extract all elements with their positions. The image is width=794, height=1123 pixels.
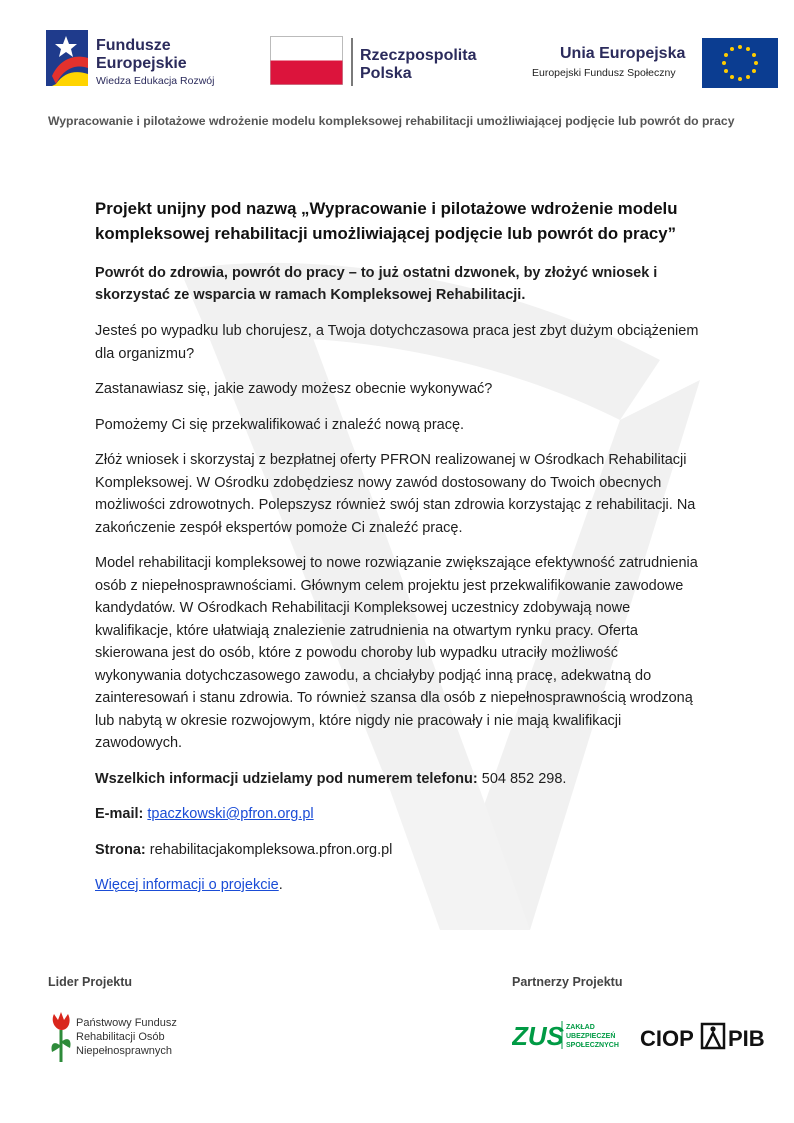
ciop-pib-logo [640, 1018, 785, 1054]
polish-flag-icon [271, 37, 343, 85]
zus-line1: ZAKŁAD [566, 1024, 595, 1031]
paragraph-5: Model rehabilitacji kompleksowej to nowe rozwiązanie zwiększające efektywność zatrudnienia osób z niepełnosprawnościami. Głównym celem projektu jest przekwalifikowanie zawodowe kandydatów. W Ośrodkach Rehabilitacji Kompleksowej uczestnicy zdobywają nowe kwalifikacje, które ułatwiają znalezienie zatrudnienia na otwartym rynku pracy. Oferta skierowana jest do osób, które z powodu choroby lub wypadku utraciły możliwość wykonywania dotychczasowego zawodu, a chciałyby podjąć inną pracę, adekwatną do zainteresowań i stanu zdrowia. To również szansa dla osób z niepełnosprawnością wrodzoną lub nabytą w okresie rozwojowym, które nigdy nie pracowały i nie mają kwalifikacji zawodowych. [95, 555, 698, 751]
zus-line3: SPOŁECZNYCH [566, 1042, 619, 1049]
article [95, 196, 707, 910]
fe-line1: Fundusze [96, 37, 171, 54]
unia-europejska-logo [530, 38, 780, 90]
phone-value: 504 852 298. [481, 770, 567, 787]
phone-line [95, 768, 707, 791]
email-label: E-mail: [95, 806, 144, 822]
paragraph-1: Jesteś po wypadku lub chorujesz, a Twoja dotychczasowa praca jest zbyt dużym obciążeniem dla organizmu? [95, 323, 699, 362]
phone-label: Wszelkich informacji udzielamy pod numerem telefonu: [95, 770, 478, 787]
fe-line2: Europejskie [96, 55, 187, 72]
ue-line2: Europejski Fundusz Społeczny [532, 67, 676, 79]
leader-label: Lider Projektu [48, 975, 133, 989]
site-value: rehabilitacjakompleksowa.pfron.org.pl [149, 841, 393, 858]
header [0, 0, 794, 140]
rp-line2: Polska [360, 65, 412, 82]
email-link[interactable]: tpaczkowski@pfron.org.pl [147, 806, 314, 822]
eu-flag-icon [702, 38, 778, 88]
article-title: Projekt unijny pod nazwą „Wypracowanie i pilotażowe wdrożenie modelu kompleksowej rehabilitacji umożliwiającej podjęcie lub powrót do pracy” [95, 199, 678, 243]
paragraph-3: Pomożemy Ci się przekwalifikować i znaleźć nową pracę. [95, 416, 465, 433]
pfron-logo [46, 1008, 246, 1064]
fe-star-icon [46, 30, 88, 86]
more-info-line [95, 874, 707, 897]
pfron-tulip-icon [51, 1012, 70, 1062]
ciop-right: PIB [728, 1026, 765, 1051]
pfron-line1: Państwowy Fundusz [76, 1017, 177, 1029]
more-info-link[interactable]: Więcej informacji o projekcie [95, 877, 279, 893]
partners-label: Partnerzy Projektu [512, 975, 623, 989]
project-subtitle: Wypracowanie i pilotażowe wdrożenie modelu kompleksowej rehabilitacji umożliwiającej podjęcie lub powrót do pracy [48, 114, 735, 128]
email-line [95, 803, 707, 826]
zus-line2: UBEZPIECZEŃ [566, 1033, 616, 1040]
paragraph-2: Zastanawiasz się, jakie zawody możesz obecnie wykonywać? [95, 381, 493, 397]
fe-line3: Wiedza Edukacja Rozwój [96, 75, 215, 87]
site-line [95, 839, 707, 862]
ue-line1: Unia Europejska [560, 45, 686, 62]
fundusze-europejskie-logo [46, 28, 246, 92]
article-lead: Powrót do zdrowia, powrót do pracy – to już ostatni dzwonek, by złożyć wniosek i skorzystać ze wsparcia w ramach Kompleksowej Rehabilitacji. [95, 265, 658, 303]
ciop-figure-icon [702, 1024, 724, 1048]
more-info-suffix: . [278, 877, 283, 893]
site-label: Strona: [95, 841, 146, 858]
ciop-left: CIOP [640, 1026, 694, 1051]
rp-line1: Rzeczpospolita [360, 47, 477, 64]
zus-mark: ZUS [512, 1021, 564, 1051]
zus-logo [512, 1015, 622, 1055]
rzeczpospolita-polska-logo [270, 36, 500, 88]
pfron-line3: Niepełnosprawnych [76, 1045, 172, 1057]
pfron-line2: Rehabilitacji Osób [76, 1031, 165, 1043]
paragraph-4: Złóż wniosek i skorzystaj z bezpłatnej oferty PFRON realizowanej w Ośrodkach Rehabilitacji Kompleksowej. W Ośrodku zdobędziesz nowy zawód dostosowany do Twoich obecnych możliwości zdrowotnych. Polepszysz również swój stan zdrowia korzystając z rehabilitacji. Na zakończenie zespół ekspertów pomoże Ci znaleźć pracę. [95, 452, 696, 536]
